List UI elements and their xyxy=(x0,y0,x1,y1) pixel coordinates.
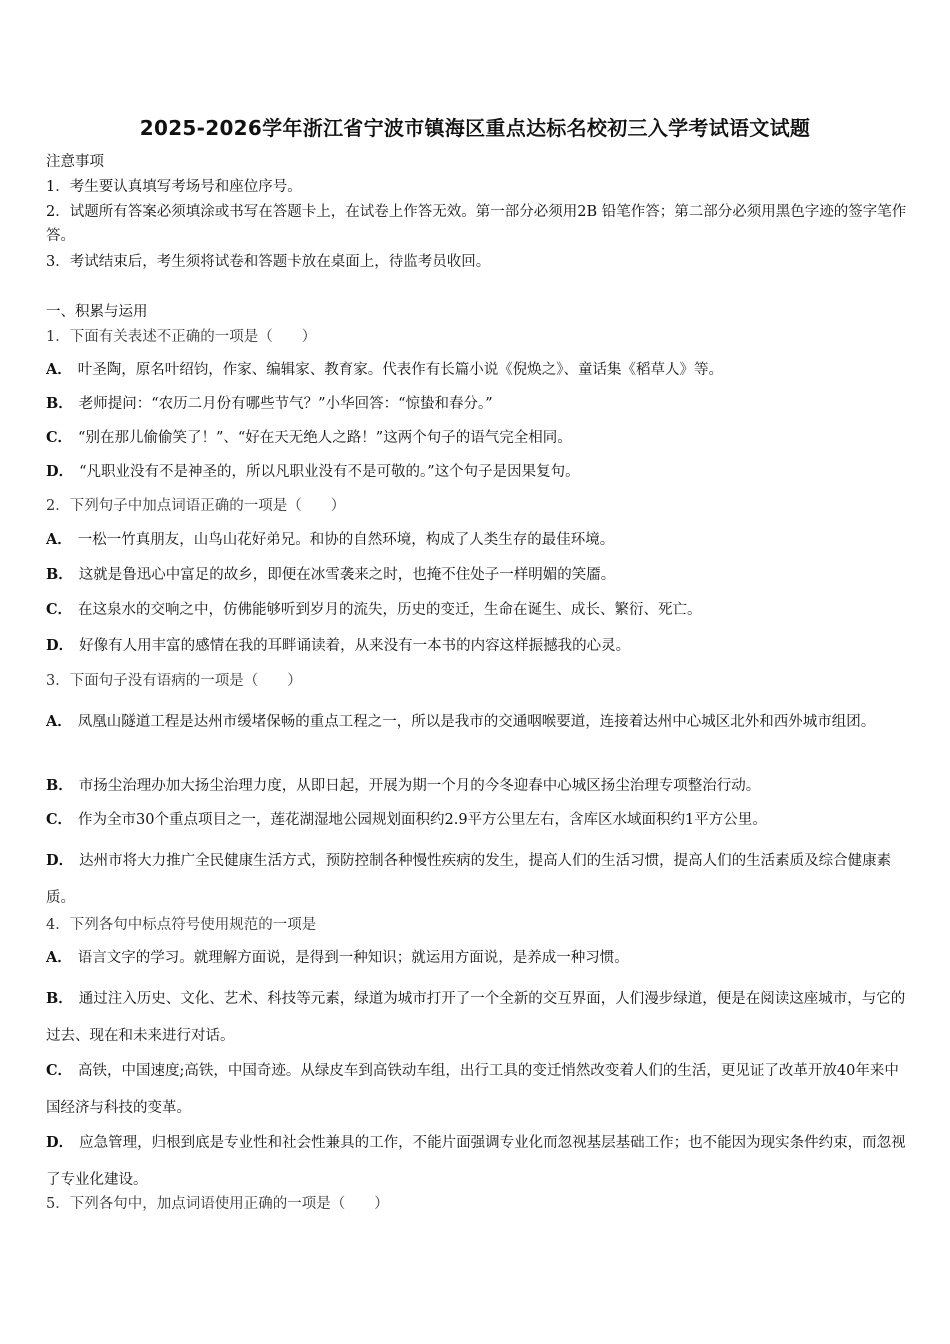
option-text: 老师提问：“农历二月份有哪些节气？”小华回答：“惊蛰和春分。” xyxy=(78,396,493,412)
option-key: D． xyxy=(46,1134,74,1151)
question-2-option-d xyxy=(46,636,908,656)
question-4-option-a xyxy=(46,948,908,968)
option-key: B． xyxy=(46,777,73,794)
option-key: B． xyxy=(46,990,73,1007)
notice-heading: 注意事项 xyxy=(46,154,104,170)
option-text: “凡职业没有不是神圣的，所以凡职业没有不是可敬的。”这个句子是因果复句。 xyxy=(79,464,580,480)
option-text: 凤凰山隧道工程是达州市缓堵保畅的重点工程之一，所以是我市的交通咽喉要道，连接着达州中心城区北外和西外城市组团。 xyxy=(77,714,876,730)
option-key: A． xyxy=(46,713,72,730)
question-4-option-c xyxy=(46,1052,908,1127)
option-key: B． xyxy=(46,395,73,412)
option-text: 达州市将大力推广全民健康生活方式，预防控制各种慢性疾病的发生，提高人们的生活习惯，提高人们的生活素质及综合健康素质。 xyxy=(46,853,892,906)
option-text: 好像有人用丰富的感情在我的耳畔诵读着，从来没有一本书的内容这样振撼我的心灵。 xyxy=(79,638,631,654)
option-key: D． xyxy=(46,637,74,654)
question-1-option-c xyxy=(46,428,908,448)
notice-item-1: 1．考生要认真填写考场号和座位序号。 xyxy=(46,179,302,195)
option-text: 通过注入历史、文化、艺术、科技等元素，绿道为城市打开了一个全新的交互界面，人们漫步绿道，便是在阅读这座城市，与它的过去、现在和未来进行对话。 xyxy=(46,991,906,1044)
question-1-stem: 1．下面有关表述不正确的一项是（ ） xyxy=(46,329,317,345)
option-key: A． xyxy=(46,949,72,966)
option-key: A． xyxy=(46,531,72,548)
question-2-stem: 2．下列句子中加点词语正确的一项是（ ） xyxy=(46,498,346,514)
option-text: 一松一竹真朋友，山鸟山花好弟兄。和协的自然环境，构成了人类生存的最佳环境。 xyxy=(77,532,615,548)
notice-item-3: 3．考试结束后，考生须将试卷和答题卡放在桌面上，待监考员收回。 xyxy=(46,254,491,270)
question-4-option-d xyxy=(46,1124,908,1199)
option-text: 这就是鲁迅心中富足的故乡，即便在冰雪袭来之时，也掩不住处子一样明媚的笑靥。 xyxy=(78,567,616,583)
section-heading: 一、积累与运用 xyxy=(46,304,148,320)
option-text: 应急管理，归根到底是专业性和社会性兼具的工作，不能片面强调专业化而忽视基层基础工作；也不能因为现实条件约束，而忽视了专业化建设。 xyxy=(46,1135,906,1188)
question-2-option-b xyxy=(46,565,908,585)
question-3-option-c xyxy=(46,810,908,830)
option-key: C． xyxy=(46,1062,73,1079)
option-key: C． xyxy=(46,429,73,446)
question-3-option-a xyxy=(46,703,908,741)
question-5-stem: 5．下列各句中，加点词语使用正确的一项是（ ） xyxy=(46,1196,389,1212)
question-1-option-d xyxy=(46,462,908,482)
question-4-stem: 4．下列各句中标点符号使用规范的一项是 xyxy=(46,917,317,933)
option-key: A． xyxy=(46,361,72,378)
option-key: D． xyxy=(46,852,74,869)
question-1-option-a xyxy=(46,360,908,380)
option-text: “别在那儿偷偷笑了！”、“好在天无绝人之路！”这两个句子的语气完全相同。 xyxy=(78,430,572,446)
option-text: 市扬尘治理办加大扬尘治理力度，从即日起，开展为期一个月的今冬迎春中心城区扬尘治理专项整治行动。 xyxy=(78,778,761,794)
option-text: 叶圣陶，原名叶绍钧，作家、编辑家、教育家。代表作有长篇小说《倪焕之》、童话集《稻草人》等。 xyxy=(77,362,724,378)
question-3-stem: 3．下面句子没有语病的一项是（ ） xyxy=(46,673,302,689)
question-1-option-b xyxy=(46,394,908,414)
option-key: D． xyxy=(46,463,74,480)
option-text: 高铁，中国速度;高铁，中国奇迹。从绿皮车到高铁动车组，出行工具的变迁悄然改变着人们的生活，更见证了改革开放40年来中国经济与科技的变革。 xyxy=(46,1063,899,1116)
option-text: 在这泉水的交响之中，仿佛能够听到岁月的流失，历史的变迁，生命在诞生、成长、繁衍、死亡。 xyxy=(78,602,702,618)
notice-item-2: 2．试题所有答案必须填涂或书写在答题卡上，在试卷上作答无效。第一部分必须用2B 铅笔作答；第二部分必须用黑色字迹的签字笔作答。 xyxy=(46,204,907,244)
question-4-option-b xyxy=(46,980,908,1055)
option-key: C． xyxy=(46,601,73,618)
question-3-option-d xyxy=(46,842,908,917)
page-title: 2025-2026学年浙江省宁波市镇海区重点达标名校初三入学考试语文试题 xyxy=(139,116,811,140)
option-text: 语言文字的学习。就理解方面说，是得到一种知识；就运用方面说，是养成一种习惯。 xyxy=(77,950,629,966)
option-key: B． xyxy=(46,566,73,583)
question-2-option-c xyxy=(46,600,908,620)
option-key: C． xyxy=(46,811,73,828)
question-2-option-a xyxy=(46,530,908,550)
question-3-option-b xyxy=(46,776,908,796)
option-text: 作为全市30个重点项目之一，莲花湖湿地公园规划面积约2.9平方公里左右，含库区水域面积约1平方公里。 xyxy=(78,812,767,828)
